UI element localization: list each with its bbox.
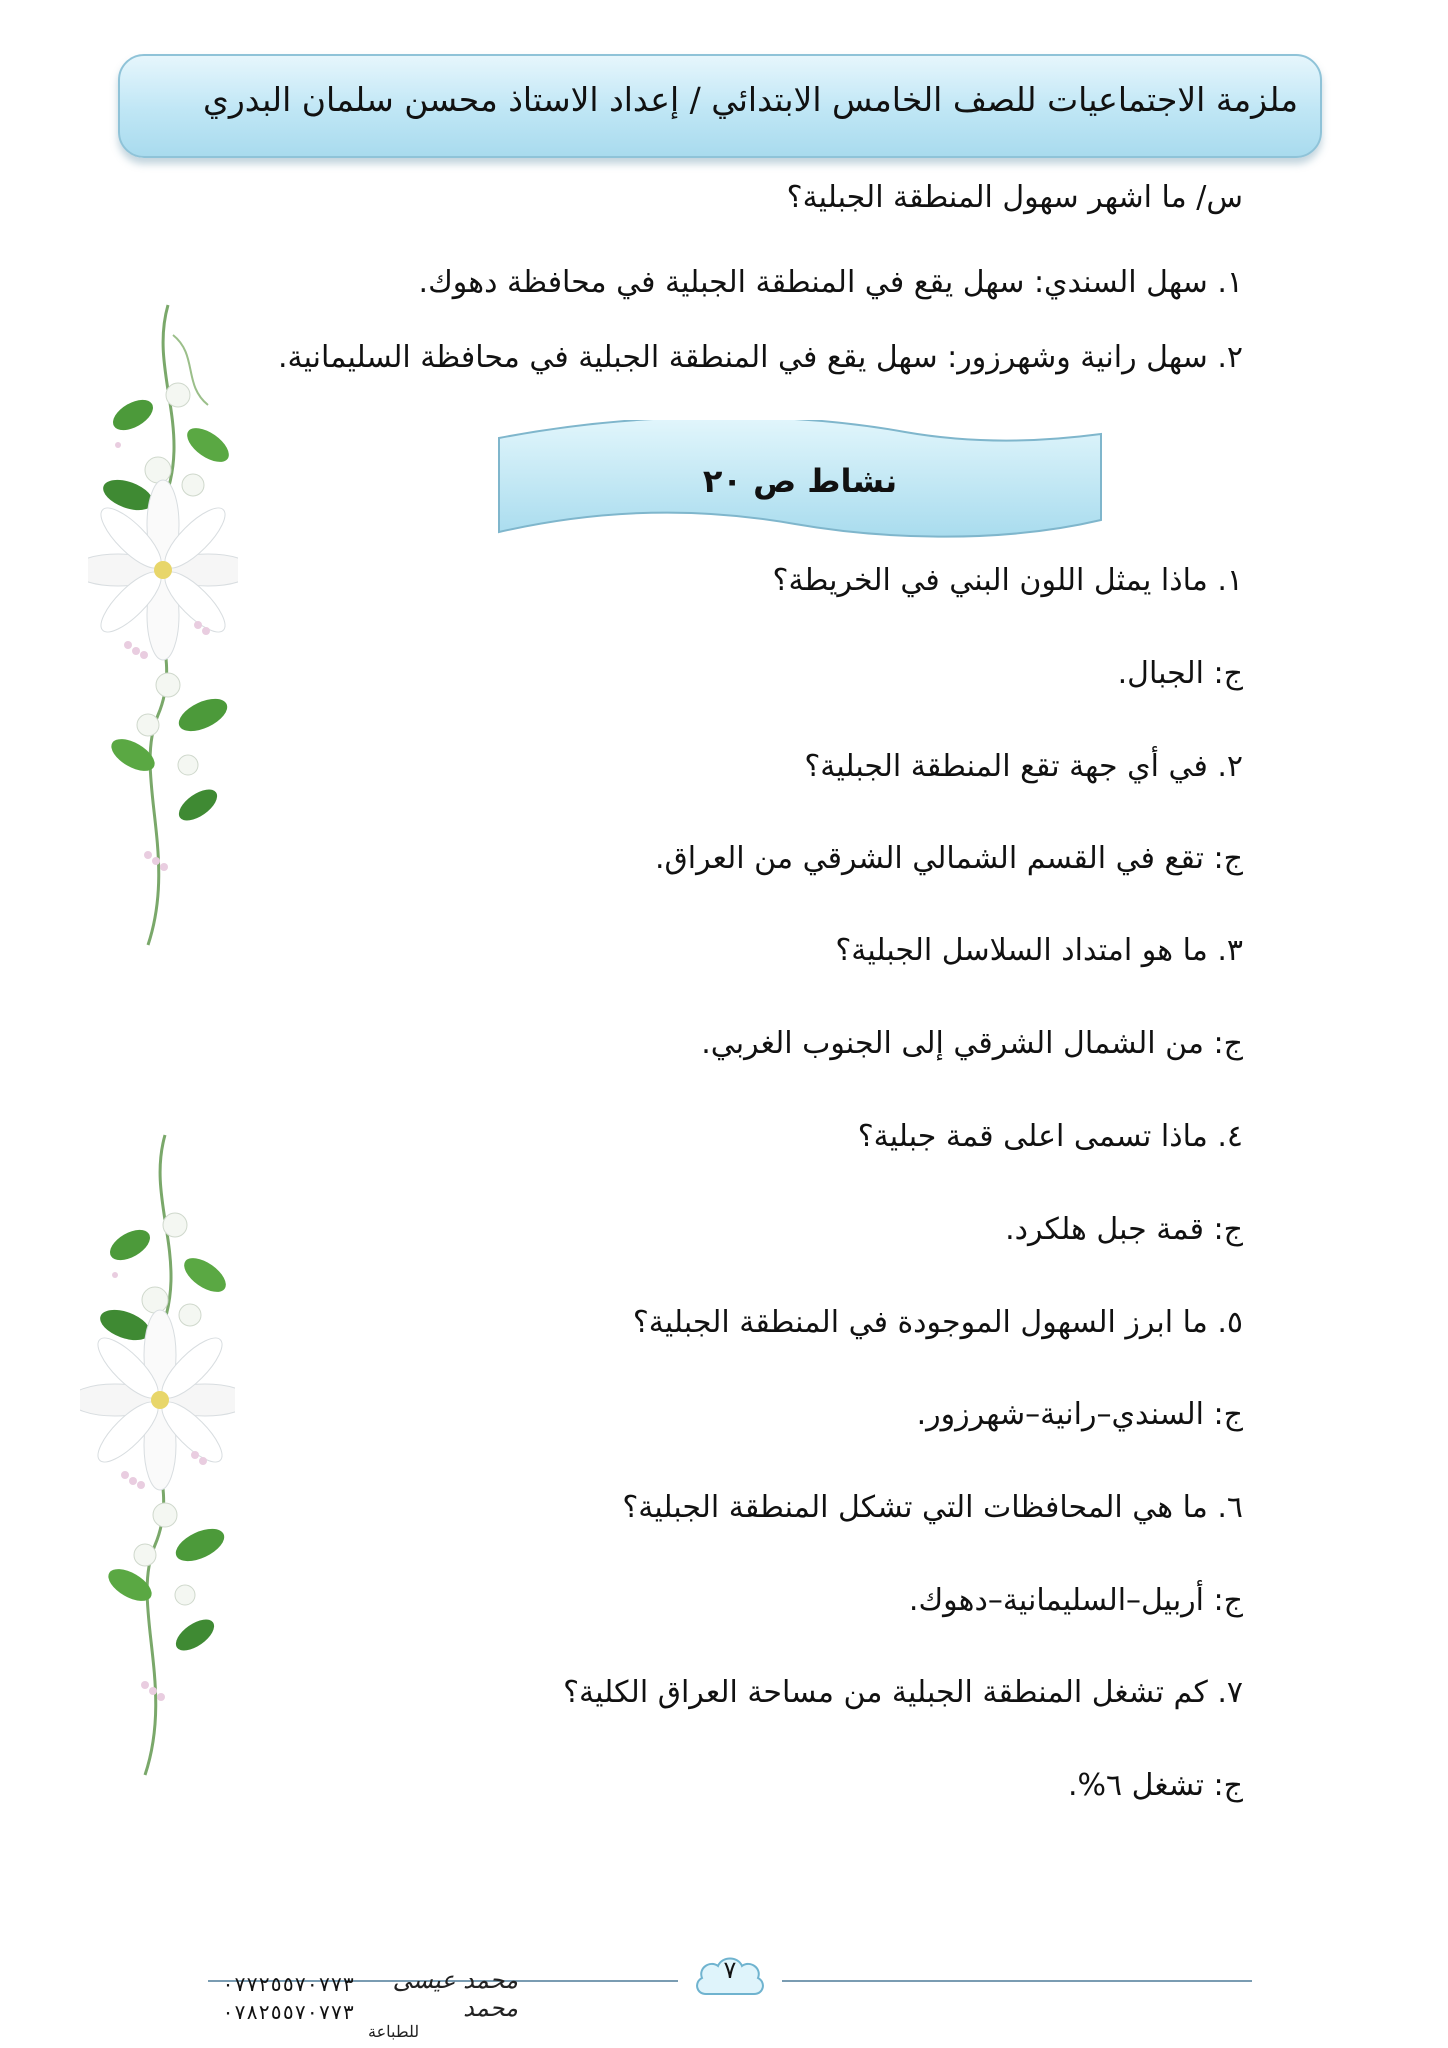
signature xyxy=(368,1966,518,2041)
question-2: ٢. في أي جهة تقع المنطقة الجبلية؟ xyxy=(804,749,1243,784)
question-1: ١. ماذا يمثل اللون البني في الخريطة؟ xyxy=(772,563,1243,598)
question-7: ٧. كم تشغل المنطقة الجبلية من مساحة العراق الكلية؟ xyxy=(563,1675,1243,1710)
phone-1: ٠٧٧٢٥٥٧٠٧٧٣ xyxy=(222,1972,355,1996)
answer-5: ج: السندي–رانية–شهرزور. xyxy=(916,1397,1243,1432)
signature-name: محمد عيسى محمد xyxy=(392,1966,518,2022)
question-3: ٣. ما هو امتداد السلاسل الجبلية؟ xyxy=(835,933,1243,968)
answer-4: ج: قمة جبل هلكرد. xyxy=(1005,1212,1243,1247)
intro-item-2: ٢. سهل رانية وشهرزور: سهل يقع في المنطقة الجبلية في محافظة السليمانية. xyxy=(277,340,1243,375)
question-4: ٤. ماذا تسمى اعلى قمة جبلية؟ xyxy=(857,1119,1243,1154)
flower-vine-bottom xyxy=(80,1125,235,1790)
signature-sub: للطباعة xyxy=(368,2022,420,2041)
answer-2: ج: تقع في القسم الشمالي الشرقي من العراق. xyxy=(654,841,1243,876)
contact-phones xyxy=(222,1970,354,2026)
answer-7: ج: تشغل ٦%. xyxy=(1067,1768,1243,1803)
question-5: ٥. ما ابرز السهول الموجودة في المنطقة الجبلية؟ xyxy=(632,1305,1243,1340)
intro-question: س/ ما اشهر سهول المنطقة الجبلية؟ xyxy=(786,180,1243,215)
footer-line-right xyxy=(782,1980,1252,1982)
activity-title: نشاط ص ٢٠ xyxy=(702,462,898,500)
answer-1: ج: الجبال. xyxy=(1117,656,1243,691)
intro-item-1: ١. سهل السندي: سهل يقع في المنطقة الجبلية في محافظة دهوك. xyxy=(418,265,1243,300)
phone-2: ٠٧٨٢٥٥٧٠٧٧٣ xyxy=(222,2000,355,2024)
flower-vine-top xyxy=(88,295,238,960)
page-number: ٧ xyxy=(723,1956,737,1984)
answer-6: ج: أربيل–السليمانية–دهوك. xyxy=(908,1583,1243,1618)
header-title xyxy=(150,70,1298,130)
question-6: ٦. ما هي المحافظات التي تشكل المنطقة الجبلية؟ xyxy=(622,1490,1243,1525)
answer-3: ج: من الشمال الشرقي إلى الجنوب الغربي. xyxy=(701,1026,1243,1061)
header-title-text: ملزمة الاجتماعيات للصف الخامس الابتدائي / إعداد الاستاذ محسن سلمان البدري xyxy=(203,80,1298,119)
